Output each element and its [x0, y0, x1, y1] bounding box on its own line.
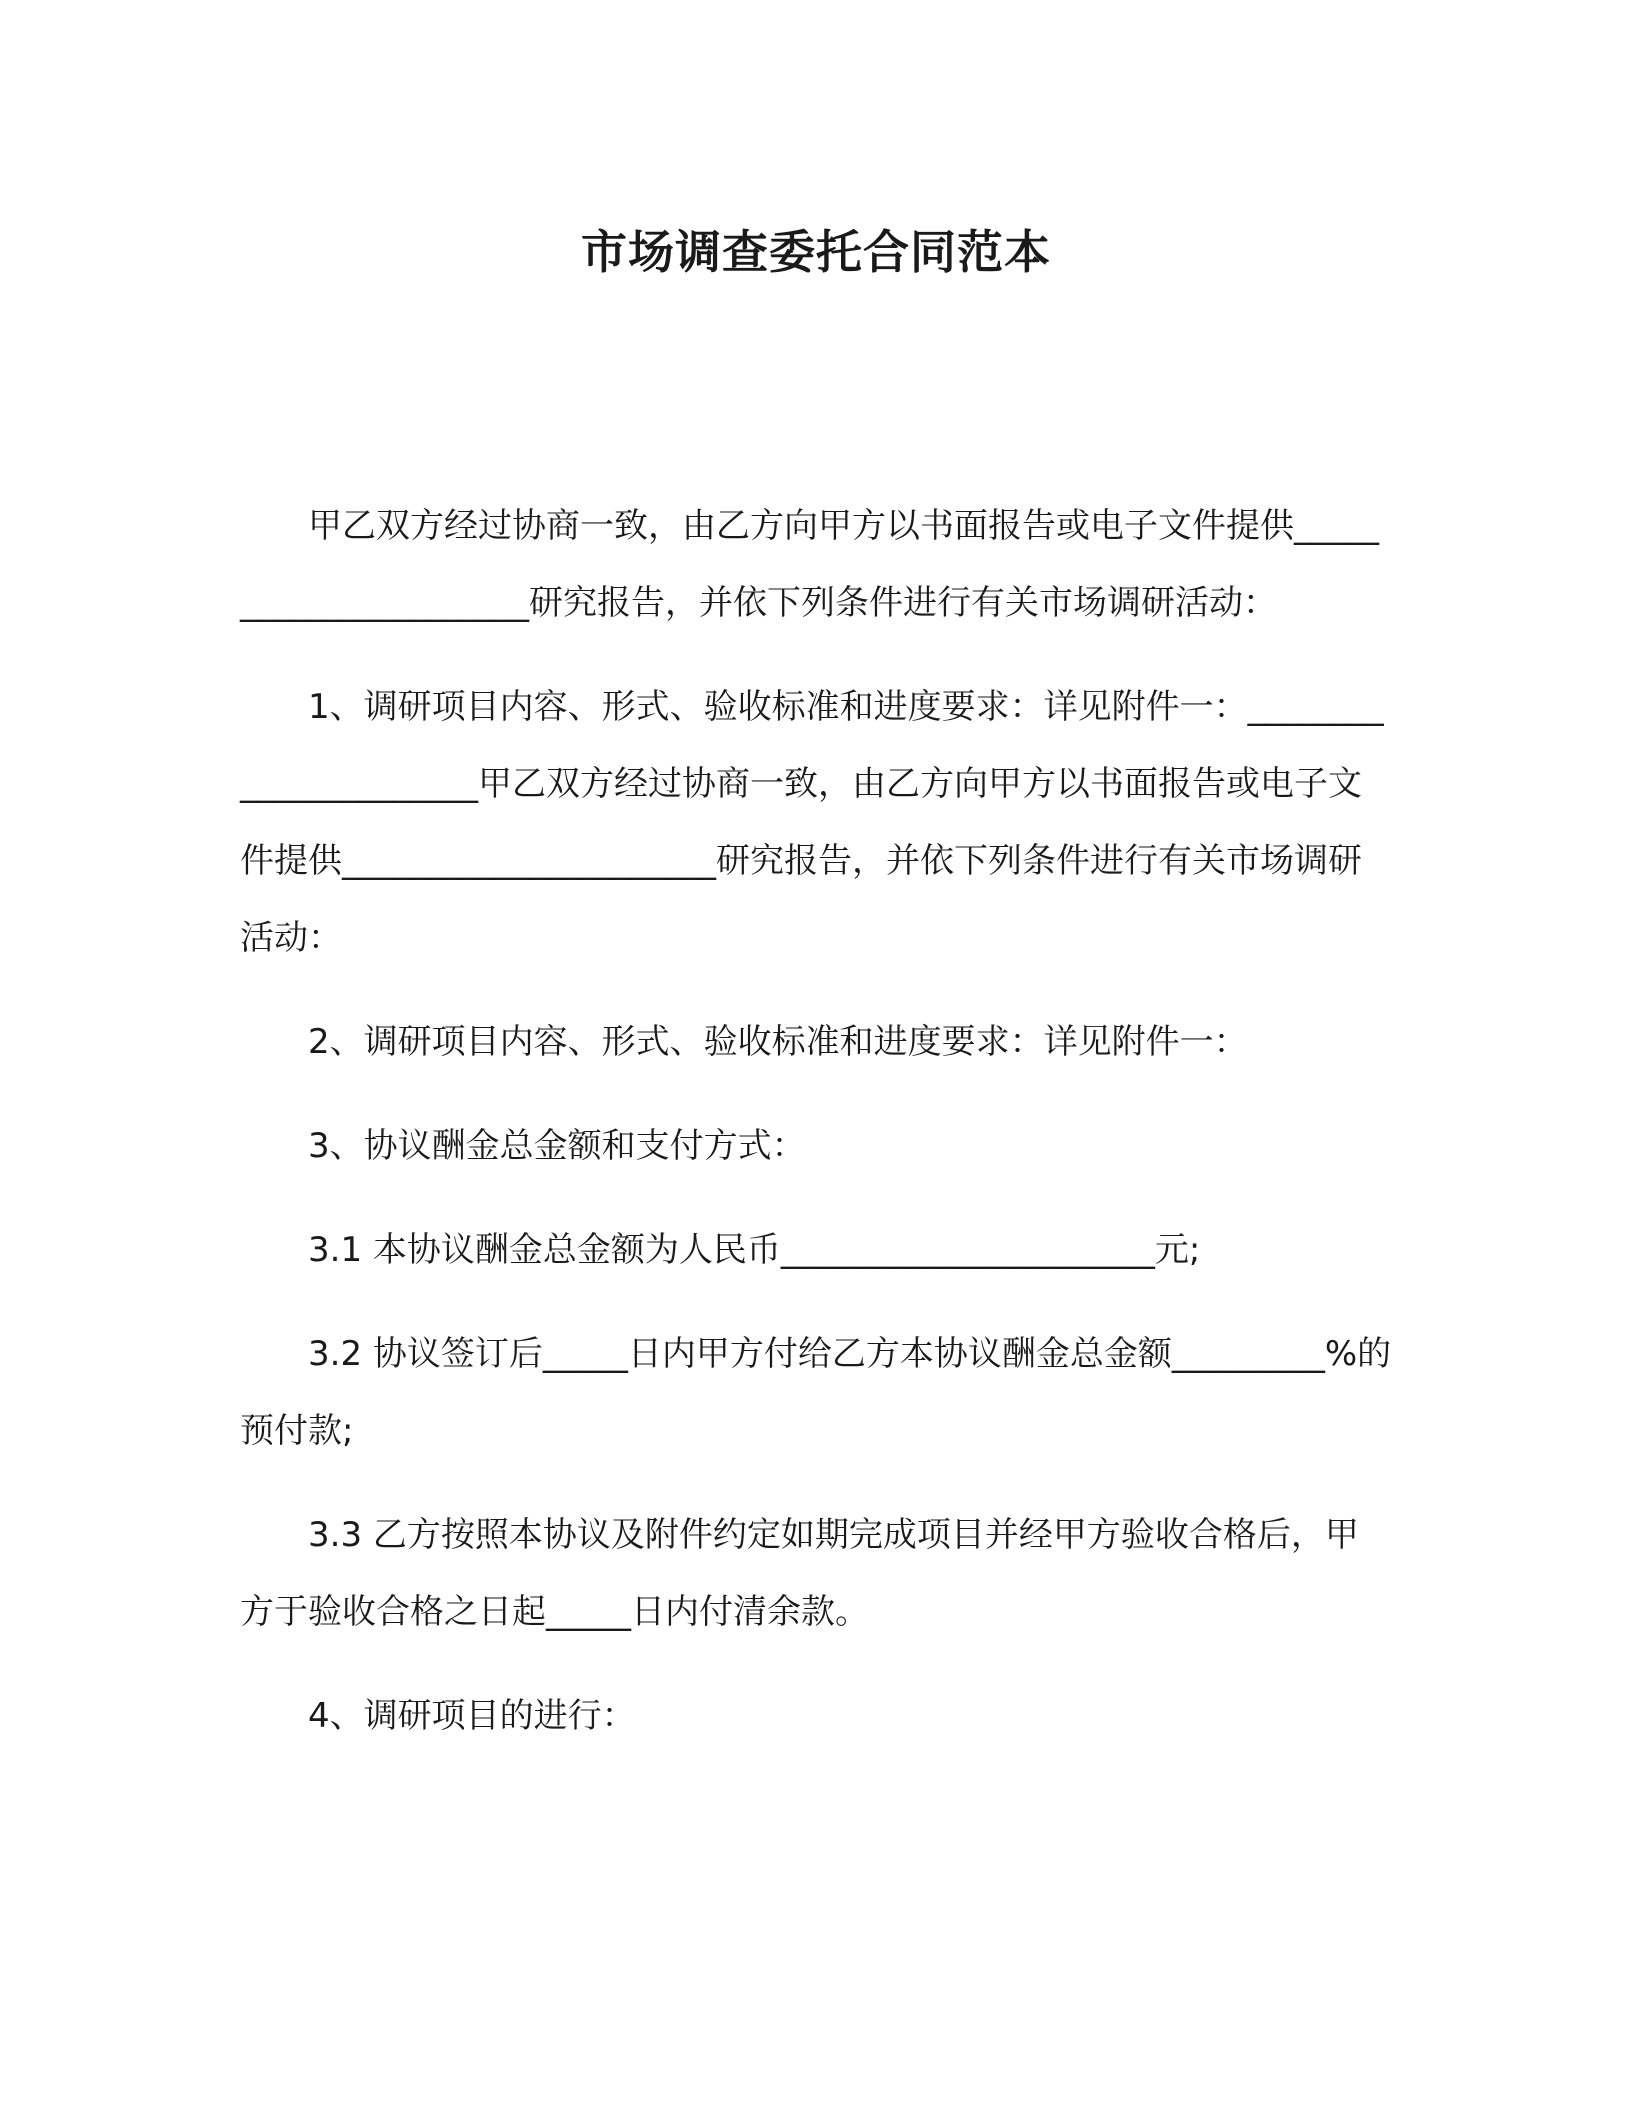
paragraph-intro: 甲乙双方经过协商一致，由乙方向甲方以书面报告或电子文件提供______________________研究报告，并依下列条件进行有关市场调研活动： — [240, 506, 1379, 623]
paragraph-clause-3-3: 3.3 乙方按照本协议及附件约定如期完成项目并经甲方验收合格后，甲方于验收合格之日起_____日内付清余款。 — [240, 1515, 1359, 1632]
paragraph-clause-4: 4、调研项目的进行： — [308, 1696, 636, 1736]
paragraph-clause-3-1: 3.1 本协议酬金总金额为人民币______________________元; — [308, 1230, 1201, 1270]
document-body — [240, 488, 1392, 1782]
paragraph-clause-1: 1、调研项目内容、形式、验收标准和进度要求：详见附件一：______________________甲乙双方经过协商一致，由乙方向甲方以书面报告或电子文件提供______________________研究报告，并依下列条件进行有关市场调研活动： — [240, 687, 1384, 958]
paragraph-clause-3: 3、协议酬金总金额和支付方式： — [308, 1126, 806, 1166]
paragraph-clause-3-2: 3.2 协议签订后_____日内甲方付给乙方本协议酬金总金额_________%的预付款; — [240, 1334, 1392, 1451]
document-title: 市场调查委托合同范本 — [581, 225, 1051, 279]
paragraph-clause-2: 2、调研项目内容、形式、验收标准和进度要求：详见附件一： — [308, 1022, 1248, 1062]
